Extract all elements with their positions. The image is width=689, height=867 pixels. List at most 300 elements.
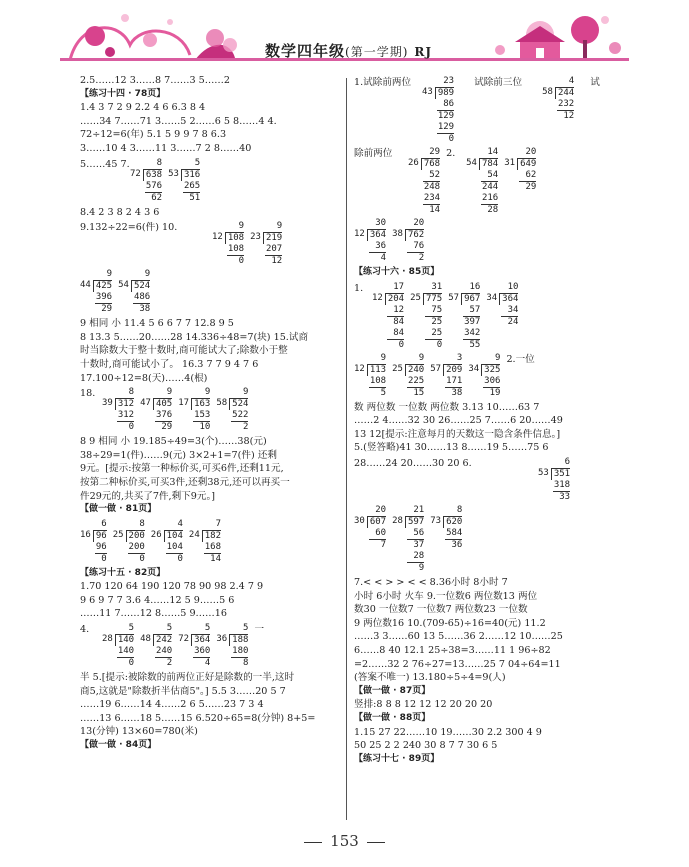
quotient: 9 xyxy=(232,387,249,398)
division-body xyxy=(354,353,386,364)
divisor: 12 xyxy=(372,292,383,303)
long-division xyxy=(216,387,248,433)
divisor: 58 xyxy=(542,87,553,97)
division-steps xyxy=(80,542,107,565)
division-steps xyxy=(250,244,282,267)
subtrahend: 36 xyxy=(369,241,387,251)
remainder: 12 xyxy=(557,111,575,121)
subtrahend: 265 xyxy=(183,180,201,191)
division-body xyxy=(216,387,248,398)
text-line: 十数时,商可能试小了。 16.3 7 7 9 4 7 6 xyxy=(80,358,259,370)
subtrahend: 376 xyxy=(155,410,173,421)
remainder: 5 xyxy=(369,387,387,398)
text-line: 按第二种标价买,可买3件,还剩38元,还可以再买一 xyxy=(80,476,290,488)
text-line: 竖排:8 8 8 12 12 12 20 20 20 xyxy=(354,699,493,711)
division-steps xyxy=(538,480,570,503)
long-division xyxy=(486,282,518,328)
remainder: 2 xyxy=(232,422,249,433)
subtrahend: 86 xyxy=(437,99,455,109)
remainder: 2 xyxy=(155,658,173,669)
right-dot-1 xyxy=(601,16,609,24)
item-label: 1.试除前两位 xyxy=(354,77,412,88)
division-steps xyxy=(168,181,200,204)
divisor: 38 xyxy=(392,229,403,239)
division-steps xyxy=(118,292,150,315)
text-line: 数 两位数 一位数 两位数 3.13 10……63 7 xyxy=(354,401,540,413)
text-line: 9 两位数16 10.(709-65)÷16=40(元) 11.2 xyxy=(354,617,546,629)
division-body xyxy=(178,623,210,634)
division-bracket xyxy=(354,364,386,376)
remainder: 14 xyxy=(423,205,441,215)
division-body xyxy=(422,76,454,87)
left-bubble-2 xyxy=(223,38,237,52)
division-steps xyxy=(140,410,172,433)
text-line: 数30 一位数7 一位数7 两位数23 一位数 xyxy=(354,604,528,616)
long-division xyxy=(392,353,424,399)
divisor: 57 xyxy=(430,363,442,374)
subtrahend: 108 xyxy=(227,244,245,255)
text-line: ……13 6……18 5……15 6.520÷65=8(分钟) 8+5= xyxy=(80,712,316,724)
dividend: 312 xyxy=(115,398,134,410)
division-bracket xyxy=(140,634,172,646)
quotient: 9 xyxy=(155,387,173,398)
divisor: 34 xyxy=(486,292,498,303)
subtrahend: 54 xyxy=(481,170,499,180)
division-steps xyxy=(504,170,536,193)
long-division xyxy=(430,353,462,399)
division-body xyxy=(140,387,172,398)
quotient: 20 xyxy=(369,504,387,515)
remainder: 24 xyxy=(502,316,519,327)
division-steps xyxy=(140,646,172,669)
right-column xyxy=(354,74,616,766)
quotient: 5 xyxy=(155,623,173,634)
subtrahend: 486 xyxy=(133,292,151,303)
divisor: 72 xyxy=(130,168,141,179)
text-line: 3……10 4 3……11 3……7 2 8……40 xyxy=(80,142,252,154)
long-division-row xyxy=(354,147,616,216)
division-body xyxy=(168,158,200,169)
item-label: 除前两位 xyxy=(354,148,393,159)
long-division xyxy=(118,269,150,315)
division-body xyxy=(102,623,134,634)
division-body xyxy=(102,387,134,398)
dividend: 108 xyxy=(225,232,244,244)
divisor: 12 xyxy=(354,363,365,374)
division-bracket xyxy=(151,530,183,542)
division-body xyxy=(178,387,210,398)
remainder: 38 xyxy=(133,304,151,315)
quotient: 9 xyxy=(133,269,151,280)
quotient: 5 xyxy=(117,623,135,634)
long-division xyxy=(468,353,500,399)
subtrahend: 25 xyxy=(425,327,443,338)
division-body xyxy=(410,282,442,293)
long-division xyxy=(140,623,172,669)
divisor: 12 xyxy=(212,232,223,243)
long-division xyxy=(430,505,462,551)
item-label: 试除前三位 xyxy=(474,77,523,88)
quotient: 6 xyxy=(553,456,571,467)
dividend: 775 xyxy=(423,293,442,305)
division-steps xyxy=(422,99,454,145)
section-heading: 【练习十四 · 78页】 xyxy=(80,88,166,99)
left-bubble-1 xyxy=(206,29,224,47)
long-division-row xyxy=(80,387,342,433)
division-steps xyxy=(408,170,440,216)
dividend: 242 xyxy=(153,634,172,646)
subtrahend: 153 xyxy=(194,410,211,421)
division-body xyxy=(372,282,404,293)
text-line: 9元。[提示:按第一种标价买,可买6件,还剩11元, xyxy=(80,463,284,475)
dividend: 219 xyxy=(263,232,282,244)
division-steps xyxy=(448,305,480,351)
quotient: 6 xyxy=(95,518,107,529)
subtrahend: 232 xyxy=(557,99,575,109)
division-bracket xyxy=(80,280,112,292)
divisor: 25 xyxy=(112,529,124,540)
division-body xyxy=(250,221,282,232)
quotient: 9 xyxy=(265,221,283,232)
divisor: 72 xyxy=(178,634,190,645)
subtrahend: 225 xyxy=(407,375,425,386)
section-heading: 【做一做 · 88页】 xyxy=(354,712,431,723)
subtrahend: 129 xyxy=(437,122,455,132)
division-body xyxy=(486,282,518,293)
divisor: 54 xyxy=(118,280,129,291)
subtrahend: 56 xyxy=(407,527,425,538)
division-body xyxy=(392,505,424,516)
quotient: 14 xyxy=(481,147,499,157)
text-line: 商5,这就是"除数折半估商5"。] 5.5 3……20 5 7 xyxy=(80,685,286,697)
division-bracket xyxy=(212,232,244,244)
remainder: 28 xyxy=(481,205,499,215)
division-bracket xyxy=(354,516,386,528)
division-body xyxy=(542,76,574,87)
dividend: 768 xyxy=(421,158,440,170)
division-body xyxy=(354,218,386,229)
long-division xyxy=(408,147,440,216)
item-label: 2.一位 xyxy=(506,353,535,365)
quotient: 5 xyxy=(232,623,249,634)
text-line: ……2 4……32 30 26……25 7……6 20……49 xyxy=(354,415,563,427)
division-bracket xyxy=(168,169,200,181)
left-flower-3 xyxy=(121,14,129,22)
division-bracket xyxy=(538,468,570,480)
left-dot-2 xyxy=(105,47,115,57)
division-body xyxy=(538,457,570,468)
division-steps xyxy=(392,376,424,399)
dividend: 113 xyxy=(367,364,386,376)
division-steps xyxy=(466,170,498,216)
divisor: 26 xyxy=(150,529,162,540)
divisor: 30 xyxy=(354,515,365,526)
division-bracket xyxy=(113,530,145,542)
division-body xyxy=(80,519,107,530)
text-line: ……3 3……60 13 5……36 2……12 10……25 xyxy=(354,631,563,643)
tree-top xyxy=(571,16,599,44)
quotient: 3 xyxy=(446,352,463,363)
remainder: 0 xyxy=(95,553,107,564)
division-bracket xyxy=(216,634,248,646)
division-bracket xyxy=(250,232,282,244)
remainder: 244 xyxy=(481,182,499,192)
subtrahend: 140 xyxy=(117,646,135,657)
dividend: 104 xyxy=(164,530,183,542)
division-bracket xyxy=(542,87,574,99)
divisor: 47 xyxy=(140,398,151,409)
text-line: 2.5……12 3……8 7……3 5……2 xyxy=(80,75,230,86)
section-heading: 【练习十七 · 89页】 xyxy=(354,753,440,764)
divisor: 54 xyxy=(466,158,477,168)
quotient: 9 xyxy=(227,221,245,232)
division-body xyxy=(430,353,462,364)
long-division xyxy=(130,158,162,204)
divisor: 28 xyxy=(102,634,113,645)
left-flower-1 xyxy=(85,26,105,46)
item-label: 18. xyxy=(80,388,96,400)
subtrahend: 34 xyxy=(502,304,519,315)
remainder: 0 xyxy=(437,134,455,144)
long-division xyxy=(354,505,386,551)
remainder: 0 xyxy=(227,256,245,267)
page-number: 153 xyxy=(330,832,359,850)
division-bracket xyxy=(216,398,248,410)
remainder: 397 xyxy=(464,316,481,327)
division-bracket xyxy=(372,293,404,305)
division-bracket xyxy=(468,364,500,376)
text-line: 件29元的,共买了7件,剩下9元。] xyxy=(80,490,215,502)
remainder: 51 xyxy=(183,192,201,203)
remainder: 29 xyxy=(155,422,173,433)
dividend: 364 xyxy=(367,229,386,241)
long-division-row xyxy=(354,505,616,574)
subtrahend: 104 xyxy=(166,541,183,552)
text-line: 72÷12=6(年) 5.1 5 9 9 7 8 6.3 xyxy=(80,129,227,141)
long-division xyxy=(102,623,134,669)
remainder: 0 xyxy=(387,339,405,350)
long-division-row xyxy=(80,221,342,267)
subtrahend: 84 xyxy=(387,327,405,338)
column-divider xyxy=(346,78,347,820)
remainder: 10 xyxy=(194,422,211,433)
division-steps xyxy=(392,528,424,574)
division-bracket xyxy=(430,516,462,528)
dividend: 638 xyxy=(143,169,162,181)
division-bracket xyxy=(80,530,107,542)
division-body xyxy=(430,505,462,516)
division-steps xyxy=(102,410,134,433)
subtrahend: 342 xyxy=(464,327,481,338)
division-body xyxy=(504,147,536,158)
dividend: 405 xyxy=(153,398,172,410)
divisor: 28 xyxy=(392,515,403,526)
division-body xyxy=(113,519,145,530)
quotient: 29 xyxy=(423,147,441,157)
quotient: 20 xyxy=(407,218,425,228)
division-body xyxy=(80,269,112,280)
remainder: 0 xyxy=(425,339,443,350)
division-bracket xyxy=(102,634,134,646)
quotient: 23 xyxy=(437,76,455,86)
division-body xyxy=(189,519,221,530)
subtrahend: 180 xyxy=(232,646,249,657)
dividend: 524 xyxy=(131,280,150,292)
quotient: 9 xyxy=(95,269,113,280)
divisor: 48 xyxy=(140,634,151,645)
long-division xyxy=(250,221,282,267)
division-bracket xyxy=(178,634,210,646)
long-division xyxy=(140,387,172,433)
text-line: ……11 7……12 8……5 9……16 xyxy=(80,608,227,620)
subtrahend: 306 xyxy=(484,375,501,386)
division-steps xyxy=(392,241,424,264)
divisor: 24 xyxy=(188,529,200,540)
divisor: 53 xyxy=(168,168,179,179)
remainder: 84 xyxy=(387,316,405,327)
division-body xyxy=(448,282,480,293)
quotient: 9 xyxy=(194,387,211,398)
long-division xyxy=(354,218,386,264)
subtrahend: 168 xyxy=(204,541,222,552)
remainder: 0 xyxy=(117,658,135,669)
text-line: 8 9 相同 小 19.185÷49=3(个)……38(元) xyxy=(80,436,267,448)
remainder: 55 xyxy=(464,339,481,350)
remainder: 129 xyxy=(437,111,455,121)
quotient: 16 xyxy=(464,281,481,292)
dividend: 607 xyxy=(367,516,386,528)
section-heading: 【做一做 · 81页】 xyxy=(80,504,157,515)
division-steps xyxy=(430,376,462,399)
subtrahend: 75 xyxy=(425,304,443,315)
division-bracket xyxy=(392,364,424,376)
page-footer xyxy=(0,832,689,850)
quotient: 17 xyxy=(387,281,405,292)
page-header xyxy=(0,0,689,76)
subtrahend: 62 xyxy=(520,170,537,180)
quotient: 8 xyxy=(446,504,463,515)
text-line: 38÷29=1(件)……9(元) 3×2+1=7(件) 还剩 xyxy=(80,449,277,461)
subtrahend: 96 xyxy=(95,541,107,552)
long-division xyxy=(542,76,574,122)
subtrahend: 318 xyxy=(553,479,571,490)
division-steps xyxy=(178,646,210,669)
text-line: (答案不唯一) 13.180÷5÷4=9(人) xyxy=(354,672,506,684)
remainder: 0 xyxy=(117,422,135,433)
long-division xyxy=(448,282,480,351)
remainder: 9 xyxy=(407,562,425,573)
long-division xyxy=(151,519,183,565)
division-steps xyxy=(212,244,244,267)
dividend: 204 xyxy=(385,293,404,305)
subtrahend: 76 xyxy=(407,241,425,251)
subtrahend: 52 xyxy=(423,170,441,180)
dividend: 620 xyxy=(443,516,462,528)
section-heading: 【做一做 · 87页】 xyxy=(354,685,431,696)
item-label: 一 xyxy=(254,624,265,636)
item-label: 试 xyxy=(590,77,600,88)
long-division xyxy=(466,147,498,216)
divisor: 12 xyxy=(354,229,365,239)
long-division-row xyxy=(80,269,342,315)
subtrahend: 28 xyxy=(407,550,425,561)
quotient: 8 xyxy=(145,157,163,168)
division-bracket xyxy=(102,398,134,410)
text-line: 1.4 3 7 2 9 2.2 4 6 6.3 8 4 xyxy=(80,102,206,114)
long-division xyxy=(212,221,244,267)
long-division xyxy=(189,519,221,565)
long-division xyxy=(80,519,107,565)
title-main: 数学四年级 xyxy=(265,42,346,60)
long-division xyxy=(216,623,248,669)
division-steps xyxy=(354,528,386,551)
long-division-row xyxy=(354,218,616,264)
division-bracket xyxy=(140,398,172,410)
text-line: =2……32 2 76÷27=13……25 7 04÷64=11 xyxy=(354,658,561,670)
long-division xyxy=(113,519,145,565)
left-flower-2 xyxy=(143,33,157,47)
divisor: 16 xyxy=(80,529,91,540)
quotient: 20 xyxy=(520,147,537,157)
text-line: ……19 6……14 4……2 6 5……23 7 3 4 xyxy=(80,699,264,711)
division-bracket xyxy=(410,293,442,305)
text-line: 时当除数大于整十数时,商可能试大了;除数小于整 xyxy=(80,345,288,357)
long-division-row xyxy=(354,353,616,399)
remainder: 29 xyxy=(95,304,113,315)
divisor: 31 xyxy=(504,158,516,168)
dividend: 240 xyxy=(405,364,424,376)
division-bracket xyxy=(430,364,462,376)
right-dot-2 xyxy=(495,45,505,55)
dividend: 200 xyxy=(126,530,145,542)
text-line: 13 12[提示:注意每月的天数这一隐含条件信息。] xyxy=(354,428,561,440)
subtrahend: 60 xyxy=(369,527,387,538)
subtrahend: 207 xyxy=(265,244,283,255)
subtrahend: 584 xyxy=(446,527,463,538)
quotient: 7 xyxy=(204,518,222,529)
remainder: 25 xyxy=(425,316,443,327)
long-division-row xyxy=(354,282,616,351)
dividend: 209 xyxy=(443,364,462,376)
long-division-row xyxy=(80,158,342,204)
division-steps xyxy=(354,376,386,399)
division-body xyxy=(392,353,424,364)
divisor: 17 xyxy=(178,398,190,409)
division-steps xyxy=(372,305,404,351)
divisor: 34 xyxy=(468,363,480,374)
subtrahend: 522 xyxy=(232,410,249,421)
division-steps xyxy=(430,528,462,551)
remainder: 36 xyxy=(446,539,463,550)
division-body xyxy=(212,221,244,232)
long-division xyxy=(504,147,536,193)
dividend: 784 xyxy=(479,158,498,170)
text-line: 50 25 2 2 240 30 8 7 7 30 6 5 xyxy=(354,740,498,752)
left-dot-1 xyxy=(167,19,173,25)
dividend: 967 xyxy=(461,293,480,305)
dividend: 140 xyxy=(115,634,134,646)
item-label: 2. xyxy=(446,148,456,159)
text-line: 8.4 2 3 8 2 4 3 6 xyxy=(80,206,160,218)
division-steps xyxy=(80,292,112,315)
division-bracket xyxy=(448,293,480,305)
title-edition: RJ xyxy=(414,45,433,59)
long-division xyxy=(80,269,112,315)
division-bracket xyxy=(118,280,150,292)
divisor: 26 xyxy=(408,158,419,168)
remainder: 8 xyxy=(232,658,249,669)
quotient: 9 xyxy=(407,352,425,363)
